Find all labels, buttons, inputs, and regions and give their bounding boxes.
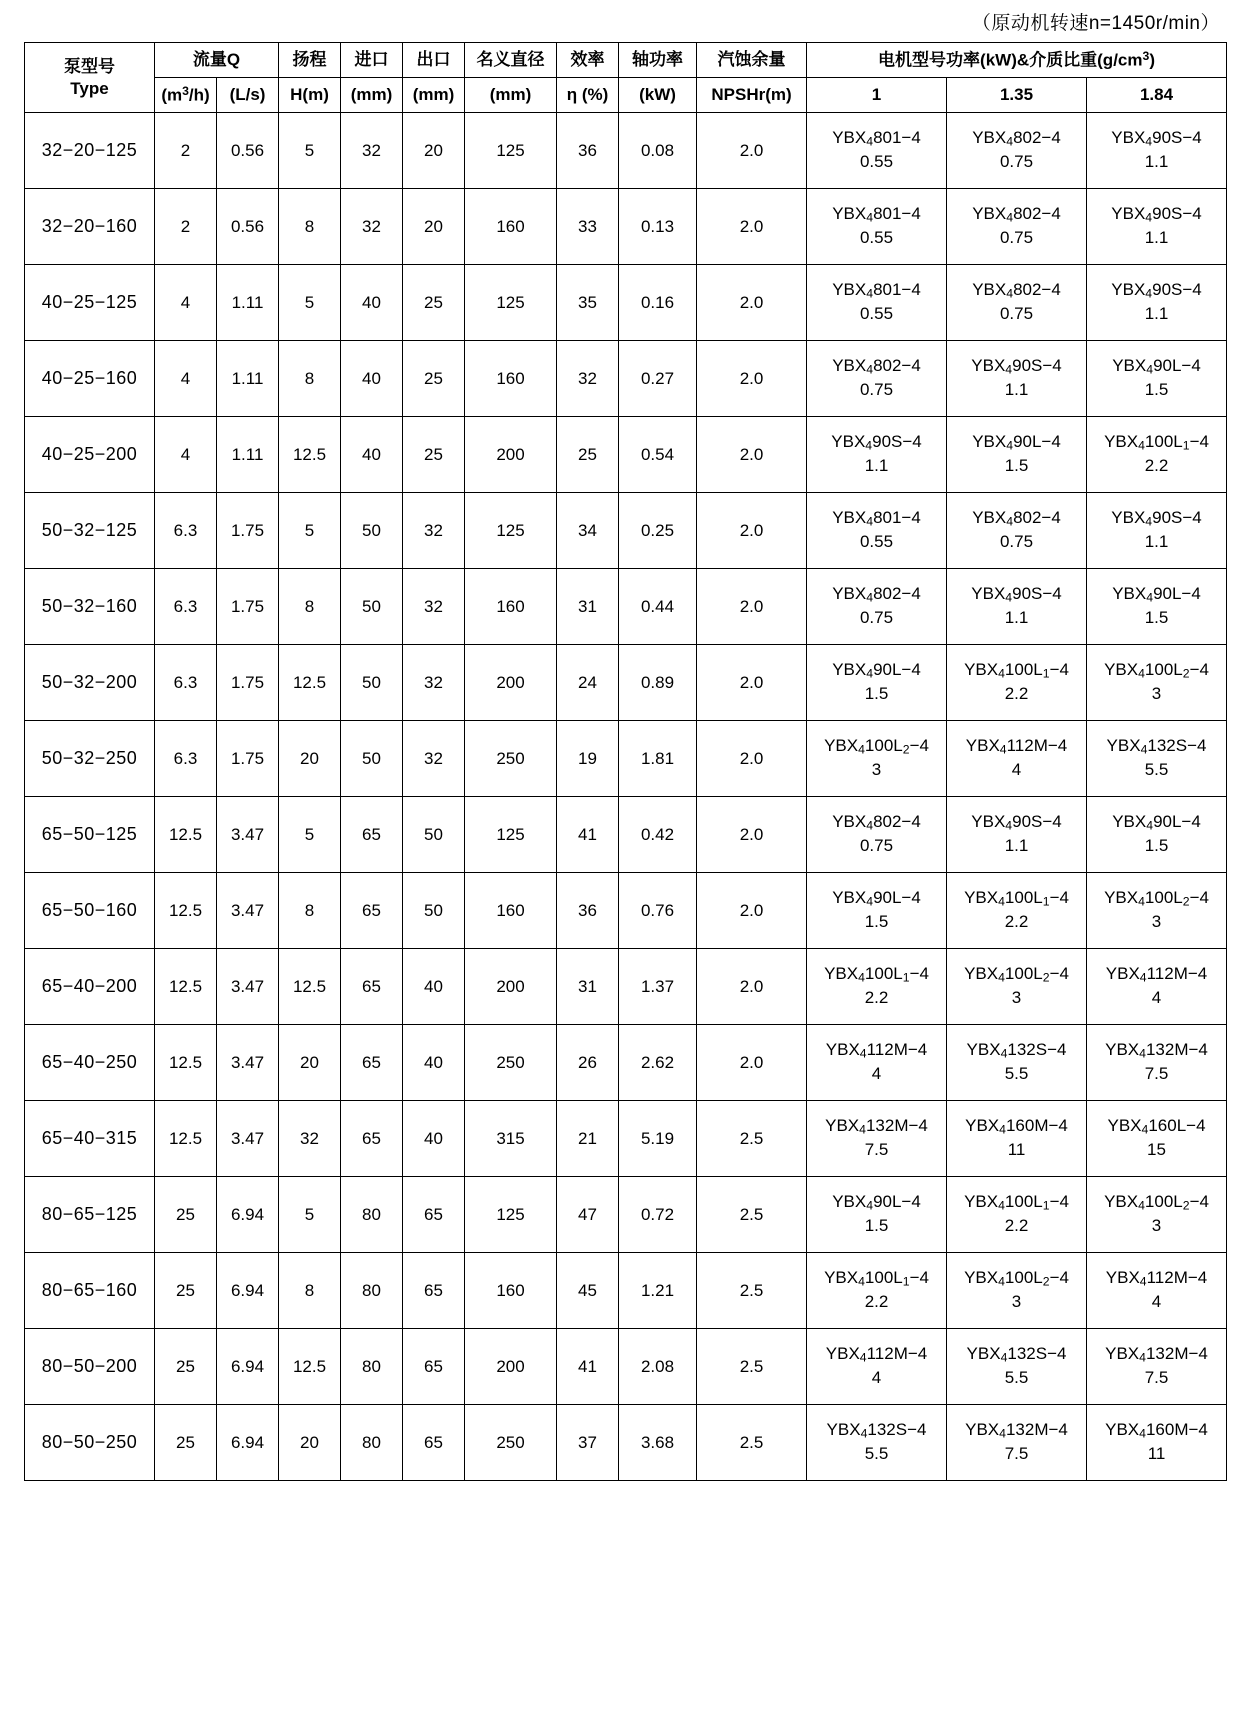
cell-flow-m3h: 6.3 — [155, 493, 217, 569]
cell-motor-density-135: $YBX_490S-4$ 1.1 — [947, 797, 1087, 873]
cell-motor-density-1: $YBX_4802-4$ 0.75 — [807, 797, 947, 873]
cell-flow-m3h: 2 — [155, 189, 217, 265]
cell-efficiency: 25 — [557, 417, 619, 493]
table-row — [25, 341, 1227, 417]
cell-type: 65−50−160 — [25, 873, 155, 949]
cell-motor-density-1: $YBX_4132M-4$ 7.5 — [807, 1101, 947, 1177]
cell-power: 0.76 — [619, 873, 697, 949]
table-row — [25, 1253, 1227, 1329]
cell-npsh: 2.0 — [697, 721, 807, 797]
cell-inlet: 65 — [341, 1101, 403, 1177]
cell-outlet: 32 — [403, 645, 465, 721]
cell-head: 12.5 — [279, 1329, 341, 1405]
cell-motor-density-135: $YBX_4100L_1-4$ 2.2 — [947, 645, 1087, 721]
cell-power: 1.37 — [619, 949, 697, 1025]
cell-diameter: 160 — [465, 341, 557, 417]
cell-diameter: 200 — [465, 417, 557, 493]
cell-flow-ls: 1.75 — [217, 569, 279, 645]
col-header-head: 扬程 — [279, 43, 341, 78]
cell-efficiency: 33 — [557, 189, 619, 265]
cell-flow-m3h: 25 — [155, 1405, 217, 1481]
cell-type: 32−20−160 — [25, 189, 155, 265]
cell-diameter: 315 — [465, 1101, 557, 1177]
table-row — [25, 417, 1227, 493]
cell-power: 0.27 — [619, 341, 697, 417]
cell-type: 80−65−160 — [25, 1253, 155, 1329]
col-header-type-cn: 泵型号 — [64, 57, 115, 77]
cell-head: 8 — [279, 569, 341, 645]
col-header-type — [25, 43, 155, 113]
cell-head: 12.5 — [279, 949, 341, 1025]
cell-npsh: 2.0 — [697, 417, 807, 493]
table-row — [25, 1329, 1227, 1405]
cell-motor-density-184: $YBX_490S-4$ 1.1 — [1087, 113, 1227, 189]
cell-type: 50−32−125 — [25, 493, 155, 569]
cell-motor-density-135: $YBX_4132S-4$ 5.5 — [947, 1025, 1087, 1101]
cell-efficiency: 36 — [557, 873, 619, 949]
cell-npsh: 2.5 — [697, 1177, 807, 1253]
cell-power: 0.16 — [619, 265, 697, 341]
cell-efficiency: 45 — [557, 1253, 619, 1329]
cell-npsh: 2.0 — [697, 1025, 807, 1101]
cell-head: 20 — [279, 1405, 341, 1481]
col-header-inlet: 进口 — [341, 43, 403, 78]
col-header-motor-density-135: 1.35 — [947, 78, 1087, 113]
cell-efficiency: 31 — [557, 569, 619, 645]
cell-flow-ls: 1.75 — [217, 493, 279, 569]
cell-flow-ls: 6.94 — [217, 1405, 279, 1481]
table-row — [25, 645, 1227, 721]
table-row — [25, 721, 1227, 797]
cell-flow-m3h: 6.3 — [155, 645, 217, 721]
cell-diameter: 250 — [465, 721, 557, 797]
cell-motor-density-184: $YBX_490S-4$ 1.1 — [1087, 493, 1227, 569]
cell-flow-m3h: 12.5 — [155, 949, 217, 1025]
col-header-outlet-unit: (mm) — [403, 78, 465, 113]
col-header-flow: 流量Q — [155, 43, 279, 78]
cell-motor-density-135: $YBX_4100L_2-4$ 3 — [947, 1253, 1087, 1329]
cell-flow-m3h: 12.5 — [155, 1101, 217, 1177]
cell-power: 0.08 — [619, 113, 697, 189]
col-header-motor-density-184: 1.84 — [1087, 78, 1227, 113]
cell-efficiency: 24 — [557, 645, 619, 721]
cell-head: 8 — [279, 873, 341, 949]
col-header-power-unit: (kW) — [619, 78, 697, 113]
cell-power: 2.62 — [619, 1025, 697, 1101]
cell-flow-ls: 6.94 — [217, 1253, 279, 1329]
cell-power: 0.25 — [619, 493, 697, 569]
cell-head: 8 — [279, 189, 341, 265]
cell-motor-density-184: $YBX_490S-4$ 1.1 — [1087, 265, 1227, 341]
cell-motor-density-135: $YBX_4132M-4$ 7.5 — [947, 1405, 1087, 1481]
table-row — [25, 873, 1227, 949]
cell-motor-density-135: $YBX_4100L_1-4$ 2.2 — [947, 873, 1087, 949]
cell-flow-ls: 3.47 — [217, 1025, 279, 1101]
cell-efficiency: 37 — [557, 1405, 619, 1481]
cell-npsh: 2.0 — [697, 113, 807, 189]
cell-outlet: 65 — [403, 1177, 465, 1253]
cell-motor-density-1: $YBX_490L-4$ 1.5 — [807, 645, 947, 721]
col-header-type-en: Type — [70, 78, 109, 98]
cell-inlet: 40 — [341, 341, 403, 417]
cell-flow-m3h: 12.5 — [155, 873, 217, 949]
cell-outlet: 40 — [403, 949, 465, 1025]
cell-head: 12.5 — [279, 417, 341, 493]
cell-motor-density-184: $YBX_4100L_2-4$ 3 — [1087, 645, 1227, 721]
col-header-motor-group: 电机型号功率(kW)&介质比重$(g/cm^3)$ — [807, 43, 1227, 78]
cell-motor-density-1: $YBX_4100L_1-4$ 2.2 — [807, 949, 947, 1025]
cell-motor-density-135: $YBX_4100L_2-4$ 3 — [947, 949, 1087, 1025]
cell-flow-ls: 1.75 — [217, 645, 279, 721]
cell-flow-m3h: 2 — [155, 113, 217, 189]
cell-motor-density-135: $YBX_4802-4$ 0.75 — [947, 113, 1087, 189]
cell-outlet: 32 — [403, 493, 465, 569]
cell-diameter: 125 — [465, 265, 557, 341]
cell-head: 5 — [279, 1177, 341, 1253]
cell-outlet: 65 — [403, 1253, 465, 1329]
col-header-diameter: 名义直径 — [465, 43, 557, 78]
cell-outlet: 25 — [403, 341, 465, 417]
cell-type: 80−50−250 — [25, 1405, 155, 1481]
cell-diameter: 160 — [465, 873, 557, 949]
cell-inlet: 65 — [341, 949, 403, 1025]
cell-type: 50−32−200 — [25, 645, 155, 721]
cell-npsh: 2.0 — [697, 265, 807, 341]
cell-motor-density-184: $YBX_4112M-4$ 4 — [1087, 1253, 1227, 1329]
cell-outlet: 50 — [403, 873, 465, 949]
cell-diameter: 125 — [465, 1177, 557, 1253]
cell-inlet: 65 — [341, 797, 403, 873]
cell-head: 32 — [279, 1101, 341, 1177]
cell-power: 1.21 — [619, 1253, 697, 1329]
cell-motor-density-184: $YBX_490L-4$ 1.5 — [1087, 341, 1227, 417]
cell-inlet: 80 — [341, 1177, 403, 1253]
table-row — [25, 493, 1227, 569]
cell-motor-density-135: $YBX_490L-4$ 1.5 — [947, 417, 1087, 493]
cell-flow-ls: 1.11 — [217, 341, 279, 417]
cell-head: 8 — [279, 1253, 341, 1329]
cell-type: 80−50−200 — [25, 1329, 155, 1405]
cell-head: 5 — [279, 493, 341, 569]
cell-inlet: 80 — [341, 1329, 403, 1405]
cell-motor-density-1: $YBX_4801-4$ 0.55 — [807, 493, 947, 569]
cell-outlet: 65 — [403, 1329, 465, 1405]
cell-motor-density-1: $YBX_4100L_2-4$ 3 — [807, 721, 947, 797]
col-header-diameter-unit: (mm) — [465, 78, 557, 113]
cell-diameter: 160 — [465, 1253, 557, 1329]
cell-flow-ls: 0.56 — [217, 189, 279, 265]
cell-type: 40−25−125 — [25, 265, 155, 341]
cell-inlet: 40 — [341, 265, 403, 341]
cell-npsh: 2.5 — [697, 1405, 807, 1481]
cell-flow-ls: 6.94 — [217, 1177, 279, 1253]
cell-type: 65−40−250 — [25, 1025, 155, 1101]
cell-flow-m3h: 4 — [155, 341, 217, 417]
cell-type: 80−65−125 — [25, 1177, 155, 1253]
cell-outlet: 40 — [403, 1025, 465, 1101]
cell-motor-density-184: $YBX_4112M-4$ 4 — [1087, 949, 1227, 1025]
table-row — [25, 1405, 1227, 1481]
pump-specification-table — [24, 42, 1227, 1481]
cell-head: 12.5 — [279, 645, 341, 721]
speed-note: （原动机转速n=1450r/min） — [971, 13, 1220, 34]
cell-diameter: 125 — [465, 493, 557, 569]
cell-flow-ls: 3.47 — [217, 797, 279, 873]
cell-head: 8 — [279, 341, 341, 417]
cell-power: 3.68 — [619, 1405, 697, 1481]
cell-flow-ls: 6.94 — [217, 1329, 279, 1405]
cell-inlet: 65 — [341, 1025, 403, 1101]
cell-outlet: 20 — [403, 113, 465, 189]
table-row — [25, 113, 1227, 189]
col-header-power: 轴功率 — [619, 43, 697, 78]
cell-type: 50−32−250 — [25, 721, 155, 797]
cell-power: 0.44 — [619, 569, 697, 645]
table-row — [25, 797, 1227, 873]
col-header-head-unit: H(m) — [279, 78, 341, 113]
cell-flow-ls: 0.56 — [217, 113, 279, 189]
cell-flow-ls: 1.75 — [217, 721, 279, 797]
cell-diameter: 200 — [465, 645, 557, 721]
cell-efficiency: 41 — [557, 797, 619, 873]
cell-inlet: 80 — [341, 1405, 403, 1481]
cell-motor-density-1: $YBX_490L-4$ 1.5 — [807, 1177, 947, 1253]
cell-power: 0.89 — [619, 645, 697, 721]
cell-npsh: 2.5 — [697, 1101, 807, 1177]
cell-motor-density-1: $YBX_4801-4$ 0.55 — [807, 189, 947, 265]
cell-motor-density-184: $YBX_490L-4$ 1.5 — [1087, 569, 1227, 645]
cell-inlet: 32 — [341, 113, 403, 189]
cell-motor-density-184: $YBX_4100L_2-4$ 3 — [1087, 1177, 1227, 1253]
cell-inlet: 50 — [341, 645, 403, 721]
cell-type: 65−40−315 — [25, 1101, 155, 1177]
cell-flow-m3h: 6.3 — [155, 569, 217, 645]
cell-power: 0.42 — [619, 797, 697, 873]
cell-npsh: 2.0 — [697, 949, 807, 1025]
cell-motor-density-184: $YBX_4160L-4$ 15 — [1087, 1101, 1227, 1177]
cell-motor-density-184: $YBX_490L-4$ 1.5 — [1087, 797, 1227, 873]
cell-type: 40−25−160 — [25, 341, 155, 417]
col-header-efficiency: 效率 — [557, 43, 619, 78]
cell-motor-density-1: $YBX_4112M-4$ 4 — [807, 1025, 947, 1101]
cell-inlet: 50 — [341, 493, 403, 569]
cell-motor-density-135: $YBX_4160M-4$ 11 — [947, 1101, 1087, 1177]
cell-diameter: 200 — [465, 949, 557, 1025]
cell-motor-density-135: $YBX_4802-4$ 0.75 — [947, 189, 1087, 265]
cell-power: 0.54 — [619, 417, 697, 493]
cell-efficiency: 31 — [557, 949, 619, 1025]
cell-npsh: 2.0 — [697, 873, 807, 949]
cell-type: 65−40−200 — [25, 949, 155, 1025]
cell-type: 65−50−125 — [25, 797, 155, 873]
table-header — [25, 43, 1227, 113]
cell-type: 32−20−125 — [25, 113, 155, 189]
cell-flow-m3h: 6.3 — [155, 721, 217, 797]
col-header-outlet: 出口 — [403, 43, 465, 78]
cell-inlet: 40 — [341, 417, 403, 493]
table-row — [25, 189, 1227, 265]
cell-flow-m3h: 4 — [155, 265, 217, 341]
cell-efficiency: 26 — [557, 1025, 619, 1101]
col-header-efficiency-unit: η (%) — [557, 78, 619, 113]
cell-npsh: 2.0 — [697, 569, 807, 645]
cell-npsh: 2.0 — [697, 189, 807, 265]
cell-motor-density-1: $YBX_490S-4$ 1.1 — [807, 417, 947, 493]
cell-power: 5.19 — [619, 1101, 697, 1177]
cell-head: 20 — [279, 1025, 341, 1101]
cell-motor-density-1: $YBX_4112M-4$ 4 — [807, 1329, 947, 1405]
cell-head: 5 — [279, 113, 341, 189]
cell-inlet: 50 — [341, 721, 403, 797]
cell-flow-m3h: 25 — [155, 1177, 217, 1253]
cell-npsh: 2.0 — [697, 797, 807, 873]
cell-npsh: 2.0 — [697, 341, 807, 417]
col-header-flow-m3h: $(m^3/h)$ — [155, 78, 217, 113]
cell-npsh: 2.0 — [697, 645, 807, 721]
cell-motor-density-1: $YBX_4802-4$ 0.75 — [807, 341, 947, 417]
cell-outlet: 25 — [403, 265, 465, 341]
cell-npsh: 2.5 — [697, 1253, 807, 1329]
cell-motor-density-135: $YBX_4100L_1-4$ 2.2 — [947, 1177, 1087, 1253]
cell-motor-density-1: $YBX_4801-4$ 0.55 — [807, 113, 947, 189]
cell-diameter: 200 — [465, 1329, 557, 1405]
cell-diameter: 250 — [465, 1405, 557, 1481]
cell-power: 1.81 — [619, 721, 697, 797]
table-row — [25, 265, 1227, 341]
col-header-npsh-unit: NPSHr(m) — [697, 78, 807, 113]
cell-power: 0.72 — [619, 1177, 697, 1253]
cell-diameter: 160 — [465, 569, 557, 645]
cell-motor-density-184: $YBX_4100L_2-4$ 3 — [1087, 873, 1227, 949]
cell-efficiency: 34 — [557, 493, 619, 569]
cell-outlet: 32 — [403, 569, 465, 645]
cell-motor-density-184: $YBX_490S-4$ 1.1 — [1087, 189, 1227, 265]
cell-motor-density-135: $YBX_4132S-4$ 5.5 — [947, 1329, 1087, 1405]
cell-outlet: 32 — [403, 721, 465, 797]
cell-head: 5 — [279, 797, 341, 873]
cell-type: 50−32−160 — [25, 569, 155, 645]
cell-inlet: 32 — [341, 189, 403, 265]
cell-efficiency: 41 — [557, 1329, 619, 1405]
cell-flow-m3h: 4 — [155, 417, 217, 493]
cell-outlet: 25 — [403, 417, 465, 493]
cell-power: 0.13 — [619, 189, 697, 265]
cell-efficiency: 36 — [557, 113, 619, 189]
cell-flow-m3h: 25 — [155, 1253, 217, 1329]
cell-head: 20 — [279, 721, 341, 797]
cell-head: 5 — [279, 265, 341, 341]
cell-flow-m3h: 12.5 — [155, 1025, 217, 1101]
table-row — [25, 1177, 1227, 1253]
col-header-npsh: 汽蚀余量 — [697, 43, 807, 78]
cell-motor-density-135: $YBX_4112M-4$ 4 — [947, 721, 1087, 797]
cell-motor-density-184: $YBX_4132M-4$ 7.5 — [1087, 1025, 1227, 1101]
cell-flow-ls: 3.47 — [217, 1101, 279, 1177]
cell-motor-density-135: $YBX_4802-4$ 0.75 — [947, 493, 1087, 569]
cell-motor-density-1: $YBX_4100L_1-4$ 2.2 — [807, 1253, 947, 1329]
cell-motor-density-135: $YBX_490S-4$ 1.1 — [947, 341, 1087, 417]
cell-flow-m3h: 25 — [155, 1329, 217, 1405]
cell-motor-density-184: $YBX_4132S-4$ 5.5 — [1087, 721, 1227, 797]
table-body — [25, 113, 1227, 1481]
table-row — [25, 569, 1227, 645]
cell-type: 40−25−200 — [25, 417, 155, 493]
cell-flow-ls: 3.47 — [217, 949, 279, 1025]
cell-efficiency: 35 — [557, 265, 619, 341]
cell-inlet: 80 — [341, 1253, 403, 1329]
table-row — [25, 1101, 1227, 1177]
cell-diameter: 250 — [465, 1025, 557, 1101]
cell-inlet: 65 — [341, 873, 403, 949]
col-header-motor-density-1: 1 — [807, 78, 947, 113]
cell-motor-density-184: $YBX_4100L_1-4$ 2.2 — [1087, 417, 1227, 493]
cell-efficiency: 19 — [557, 721, 619, 797]
cell-inlet: 50 — [341, 569, 403, 645]
cell-diameter: 125 — [465, 113, 557, 189]
cell-outlet: 65 — [403, 1405, 465, 1481]
table-row — [25, 1025, 1227, 1101]
cell-power: 2.08 — [619, 1329, 697, 1405]
cell-motor-density-1: $YBX_4802-4$ 0.75 — [807, 569, 947, 645]
cell-motor-density-184: $YBX_4160M-4$ 11 — [1087, 1405, 1227, 1481]
cell-diameter: 125 — [465, 797, 557, 873]
cell-npsh: 2.0 — [697, 493, 807, 569]
col-header-inlet-unit: (mm) — [341, 78, 403, 113]
cell-motor-density-1: $YBX_4132S-4$ 5.5 — [807, 1405, 947, 1481]
cell-flow-m3h: 12.5 — [155, 797, 217, 873]
cell-motor-density-1: $YBX_4801-4$ 0.55 — [807, 265, 947, 341]
cell-motor-density-135: $YBX_4802-4$ 0.75 — [947, 265, 1087, 341]
cell-npsh: 2.5 — [697, 1329, 807, 1405]
cell-efficiency: 47 — [557, 1177, 619, 1253]
cell-outlet: 40 — [403, 1101, 465, 1177]
cell-diameter: 160 — [465, 189, 557, 265]
cell-efficiency: 21 — [557, 1101, 619, 1177]
cell-flow-ls: 3.47 — [217, 873, 279, 949]
cell-outlet: 50 — [403, 797, 465, 873]
col-header-flow-ls: (L/s) — [217, 78, 279, 113]
cell-flow-ls: 1.11 — [217, 417, 279, 493]
table-row — [25, 949, 1227, 1025]
cell-motor-density-184: $YBX_4132M-4$ 7.5 — [1087, 1329, 1227, 1405]
cell-efficiency: 32 — [557, 341, 619, 417]
cell-flow-ls: 1.11 — [217, 265, 279, 341]
cell-motor-density-1: $YBX_490L-4$ 1.5 — [807, 873, 947, 949]
cell-outlet: 20 — [403, 189, 465, 265]
cell-motor-density-135: $YBX_490S-4$ 1.1 — [947, 569, 1087, 645]
